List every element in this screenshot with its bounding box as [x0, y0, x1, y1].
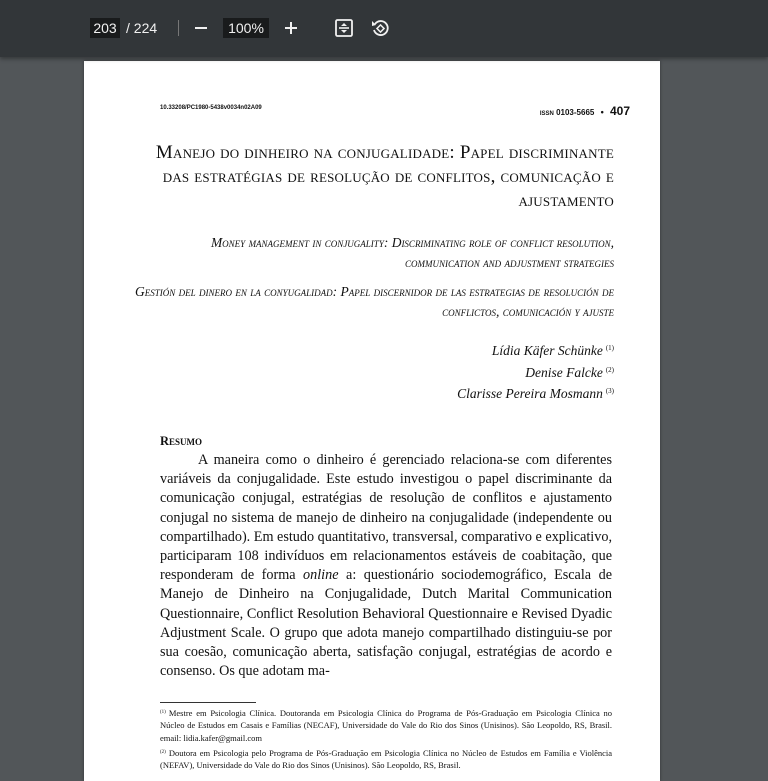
abstract-part: a: questionário sociodemográfico, Escala de Manejo de Dinheiro na Conjugalidade, Dutch Marital Communication Questionnaire, Conflict Resolution Behavioral Questionnaire e Revised Dyadic Adjustment Scale. O grupo que adota manejo compartilhado distinguiu-se por sua coesão, comunicação aberta, satisfação conjugal, estratégias de acordo e consenso. Os que adotam ma-	[160, 567, 612, 680]
abstract-heading: Resumo	[160, 434, 203, 448]
plus-icon	[284, 21, 298, 35]
title-english: Money management in conjugality: Discriminating role of conflict resolution, communication and adjustment strategies	[210, 235, 614, 270]
author-line	[314, 382, 614, 404]
abstract-part: A maneira como o dinheiro é gerenciado relaciona-se com diferentes variáveis da conjugalidade. Este estudo investigou o papel discriminante da comunicação conjugal, estratégias de resolução de conflitos e ajustamento conjugal no sistema de manejo de dinheiro na conjugalidade (independente ou compartilhado). Em estudo quantitativo, transversal, comparativo e explicativo, participaram 108 indivíduos em relacionamentos estáveis de coabitação, que responderam de forma	[160, 452, 612, 584]
pdf-page	[84, 61, 660, 781]
rotate-counterclockwise-icon	[370, 18, 390, 38]
fit-to-page-icon	[334, 18, 354, 38]
author-list	[314, 339, 614, 404]
pdf-toolbar	[0, 0, 768, 57]
page-number-input[interactable]	[90, 18, 120, 38]
footnote-mark: (2)	[160, 750, 166, 755]
author-note: (1)	[605, 344, 614, 352]
author-name: Lídia Käfer Schünke	[491, 343, 603, 358]
doi-text: 10.33208/PC1980-5438v0034n02A09	[160, 105, 262, 111]
header-bullet: •	[600, 107, 604, 117]
page-count	[126, 20, 157, 36]
page-separator: /	[126, 20, 130, 36]
rotate-button[interactable]	[366, 14, 394, 42]
footnote-rule	[160, 702, 256, 703]
issn-label: ISSN	[539, 111, 554, 117]
page-number: 407	[609, 104, 630, 118]
running-header	[540, 104, 630, 118]
total-pages: 224	[133, 20, 158, 36]
fit-to-page-button[interactable]	[330, 14, 358, 42]
toolbar-divider	[178, 20, 179, 36]
title-spanish: Gestión del dinero en la conyugalidad: Papel discernidor de las estrategias de resolución de conflictos, comunicación y ajuste	[134, 284, 614, 319]
zoom-in-button[interactable]	[277, 14, 305, 42]
zoom-input[interactable]	[223, 18, 269, 38]
footnote	[160, 707, 612, 744]
footnote-text: Doutora em Psicologia pelo Programa de Pós-Graduação em Psicologia Clínica no Núcleo de Estudos em Família e Violência (NEFAV), Universidade do Vale do Rio dos Sinos (Unisinos). São Leopoldo, RS, Brasil.	[160, 748, 612, 771]
footnote	[160, 747, 612, 772]
author-name: Clarisse Pereira Mosmann	[457, 386, 603, 401]
author-line	[314, 339, 614, 361]
abstract-text	[160, 451, 612, 681]
author-line	[314, 361, 614, 383]
author-note: (3)	[605, 387, 614, 395]
minus-icon	[194, 21, 208, 35]
zoom-out-button[interactable]	[187, 14, 215, 42]
footnote-mark: (1)	[160, 710, 166, 715]
abstract-online: online	[303, 567, 339, 584]
footnote-text: Mestre em Psicologia Clínica. Doutoranda em Psicologia Clínica do Programa de Pós-Graduação em Psicologia Clínica no Núcleo de Estudos em Casais e Famílias (NECAF), Universidade do Vale do Rio dos Sinos (Unisinos). São Leopoldo, RS, Brasil. email: lidia.kafer@gmail.com	[160, 708, 612, 743]
author-note: (2)	[605, 365, 614, 374]
author-name: Denise Falcke	[525, 364, 603, 380]
issn-number: 0103-5665	[556, 108, 595, 117]
title-portuguese: Manejo do dinheiro na conjugalidade: Papel discriminante das estratégias de resolução de conflitos, comunicação e ajustamento	[155, 142, 614, 211]
